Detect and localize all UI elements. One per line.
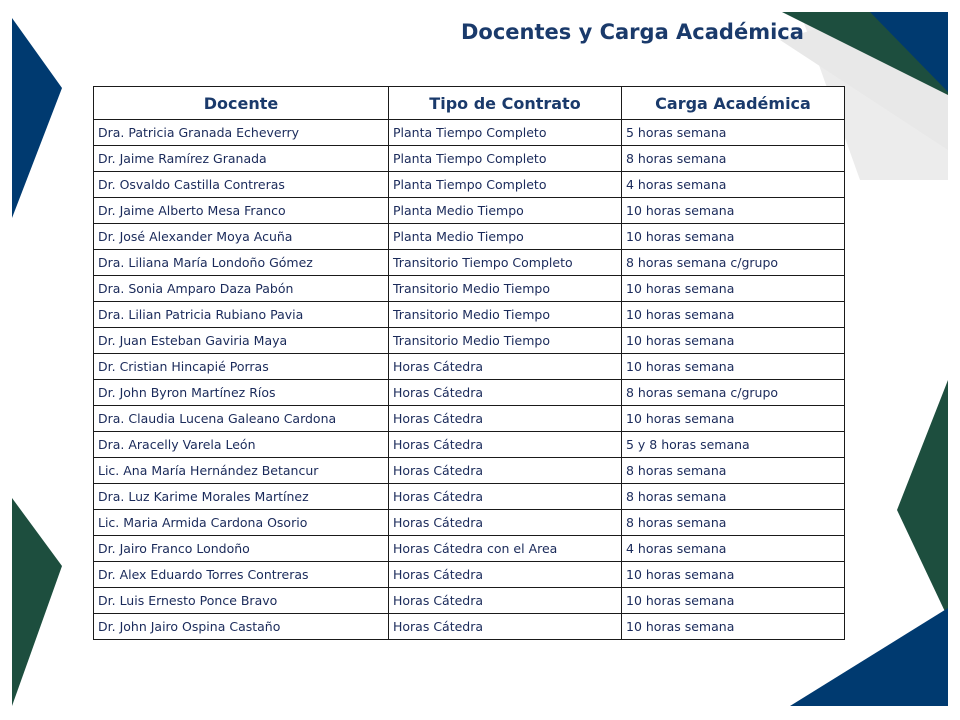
cell-docente: Dr. Alex Eduardo Torres Contreras [94, 562, 389, 588]
cell-carga-academica: 10 horas semana [622, 588, 845, 614]
cell-carga-academica: 4 horas semana [622, 172, 845, 198]
table-row [94, 198, 845, 224]
cell-carga-academica: 8 horas semana c/grupo [622, 250, 845, 276]
cell-carga-academica: 8 horas semana [622, 484, 845, 510]
cell-carga-academica: 10 horas semana [622, 562, 845, 588]
cell-carga-academica: 5 horas semana [622, 120, 845, 146]
cell-carga-academica: 4 horas semana [622, 536, 845, 562]
cell-docente: Dr. Jaime Alberto Mesa Franco [94, 198, 389, 224]
cell-tipo-contrato: Horas Cátedra [389, 354, 622, 380]
cell-docente: Dr. Juan Esteban Gaviria Maya [94, 328, 389, 354]
green-chevron-left [12, 498, 62, 706]
cell-tipo-contrato: Horas Cátedra [389, 588, 622, 614]
table-row [94, 588, 845, 614]
header-tipo-contrato: Tipo de Contrato [389, 87, 622, 120]
cell-carga-academica: 8 horas semana [622, 458, 845, 484]
header-carga-academica: Carga Académica [622, 87, 845, 120]
header-docente: Docente [94, 87, 389, 120]
cell-carga-academica: 10 horas semana [622, 328, 845, 354]
cell-carga-academica: 8 horas semana c/grupo [622, 380, 845, 406]
table-row [94, 562, 845, 588]
cell-carga-academica: 10 horas semana [622, 406, 845, 432]
table-row [94, 614, 845, 640]
cell-tipo-contrato: Horas Cátedra [389, 406, 622, 432]
teachers-table [93, 86, 845, 640]
cell-tipo-contrato: Planta Medio Tiempo [389, 224, 622, 250]
table-row [94, 172, 845, 198]
cell-docente: Dra. Claudia Lucena Galeano Cardona [94, 406, 389, 432]
cell-docente: Dr. Jaime Ramírez Granada [94, 146, 389, 172]
table-row [94, 536, 845, 562]
cell-docente: Dra. Aracelly Varela León [94, 432, 389, 458]
cell-carga-academica: 10 horas semana [622, 614, 845, 640]
cell-carga-academica: 8 horas semana [622, 146, 845, 172]
cell-carga-academica: 10 horas semana [622, 354, 845, 380]
table-row [94, 328, 845, 354]
cell-carga-academica: 10 horas semana [622, 198, 845, 224]
table-row [94, 380, 845, 406]
cell-docente: Dr. John Byron Martínez Ríos [94, 380, 389, 406]
cell-carga-academica: 10 horas semana [622, 302, 845, 328]
cell-carga-academica: 10 horas semana [622, 276, 845, 302]
green-chevron-right [897, 380, 948, 618]
cell-docente: Dra. Liliana María Londoño Gómez [94, 250, 389, 276]
cell-tipo-contrato: Transitorio Tiempo Completo [389, 250, 622, 276]
table-row [94, 432, 845, 458]
table-header-row [94, 87, 845, 120]
cell-tipo-contrato: Horas Cátedra [389, 510, 622, 536]
cell-docente: Lic. Ana María Hernández Betancur [94, 458, 389, 484]
cell-docente: Dra. Lilian Patricia Rubiano Pavia [94, 302, 389, 328]
table-row [94, 510, 845, 536]
cell-tipo-contrato: Planta Medio Tiempo [389, 198, 622, 224]
cell-docente: Dr. Osvaldo Castilla Contreras [94, 172, 389, 198]
cell-tipo-contrato: Planta Tiempo Completo [389, 120, 622, 146]
table-row [94, 458, 845, 484]
cell-tipo-contrato: Planta Tiempo Completo [389, 146, 622, 172]
table-row [94, 354, 845, 380]
cell-docente: Dr. John Jairo Ospina Castaño [94, 614, 389, 640]
table-row [94, 484, 845, 510]
cell-tipo-contrato: Transitorio Medio Tiempo [389, 276, 622, 302]
cell-tipo-contrato: Horas Cátedra [389, 432, 622, 458]
cell-tipo-contrato: Transitorio Medio Tiempo [389, 302, 622, 328]
table-row [94, 250, 845, 276]
cell-docente: Dr. Cristian Hincapié Porras [94, 354, 389, 380]
cell-tipo-contrato: Horas Cátedra [389, 614, 622, 640]
cell-tipo-contrato: Horas Cátedra [389, 458, 622, 484]
table-row [94, 406, 845, 432]
cell-docente: Lic. Maria Armida Cardona Osorio [94, 510, 389, 536]
cell-docente: Dra. Luz Karime Morales Martínez [94, 484, 389, 510]
cell-tipo-contrato: Planta Tiempo Completo [389, 172, 622, 198]
table-row [94, 224, 845, 250]
table-row [94, 120, 845, 146]
cell-tipo-contrato: Horas Cátedra [389, 484, 622, 510]
cell-tipo-contrato: Transitorio Medio Tiempo [389, 328, 622, 354]
cell-tipo-contrato: Horas Cátedra con el Area [389, 536, 622, 562]
cell-carga-academica: 5 y 8 horas semana [622, 432, 845, 458]
cell-tipo-contrato: Horas Cátedra [389, 380, 622, 406]
page-title: Docentes y Carga Académica [461, 20, 804, 44]
cell-docente: Dr. Luis Ernesto Ponce Bravo [94, 588, 389, 614]
cell-docente: Dra. Sonia Amparo Daza Pabón [94, 276, 389, 302]
cell-carga-academica: 10 horas semana [622, 224, 845, 250]
cell-docente: Dr. José Alexander Moya Acuña [94, 224, 389, 250]
table-row [94, 146, 845, 172]
cell-carga-academica: 8 horas semana [622, 510, 845, 536]
cell-docente: Dr. Jairo Franco Londoño [94, 536, 389, 562]
cell-docente: Dra. Patricia Granada Echeverry [94, 120, 389, 146]
table-row [94, 302, 845, 328]
cell-tipo-contrato: Horas Cátedra [389, 562, 622, 588]
navy-chevron-left [12, 18, 62, 218]
table-row [94, 276, 845, 302]
